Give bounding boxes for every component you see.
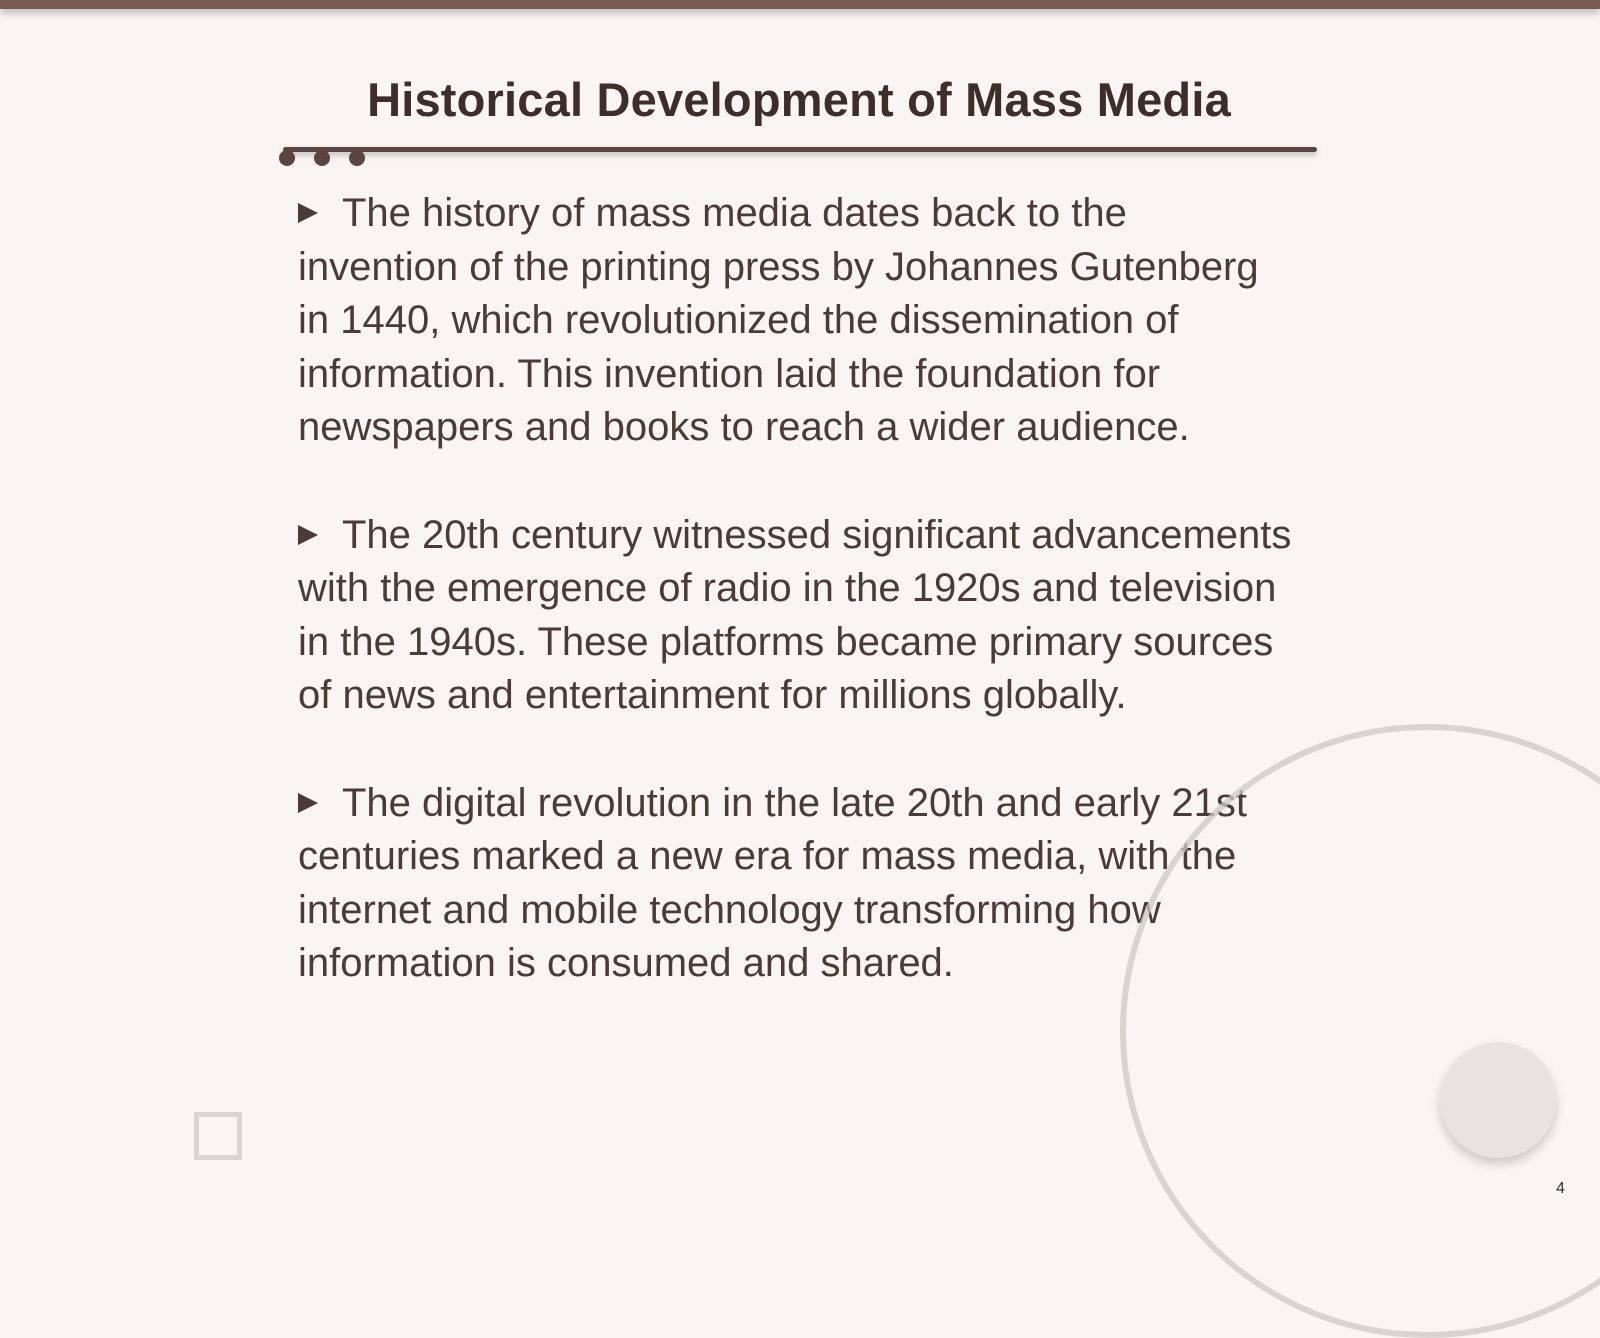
top-accent-bar bbox=[0, 0, 1600, 9]
slide-title: Historical Development of Mass Media bbox=[367, 73, 1231, 126]
bullet-text: The 20th century witnessed significant advancements with the emergence of radio in the 1920s and television in the 1940s. These platforms became primary sources of news and entertainment for millions globally. bbox=[298, 512, 1292, 717]
bullet-text: The digital revolution in the late 20th and early 21st centuries marked a new era for mass media, with the internet and mobile technology transforming how information is consumed and shared. bbox=[298, 780, 1248, 985]
triangle-right-icon bbox=[298, 793, 318, 813]
underline-dot bbox=[349, 150, 365, 166]
triangle-right-icon bbox=[298, 203, 318, 223]
page-number: 4 bbox=[1556, 1180, 1565, 1197]
underline-dot bbox=[314, 150, 330, 166]
underline-dot bbox=[279, 150, 295, 166]
title-underline bbox=[283, 147, 1317, 152]
decorative-disc bbox=[1440, 1042, 1556, 1158]
decorative-square bbox=[194, 1112, 242, 1160]
bullet-item bbox=[298, 509, 1298, 723]
bullet-item bbox=[298, 187, 1298, 455]
triangle-right-icon bbox=[298, 525, 318, 545]
bullet-text: The history of mass media dates back to the invention of the printing press by Johannes Gutenberg in 1440, which revolutionized the dissemination of information. This invention laid the foundation for newspapers and books to reach a wider audience. bbox=[298, 191, 1259, 449]
